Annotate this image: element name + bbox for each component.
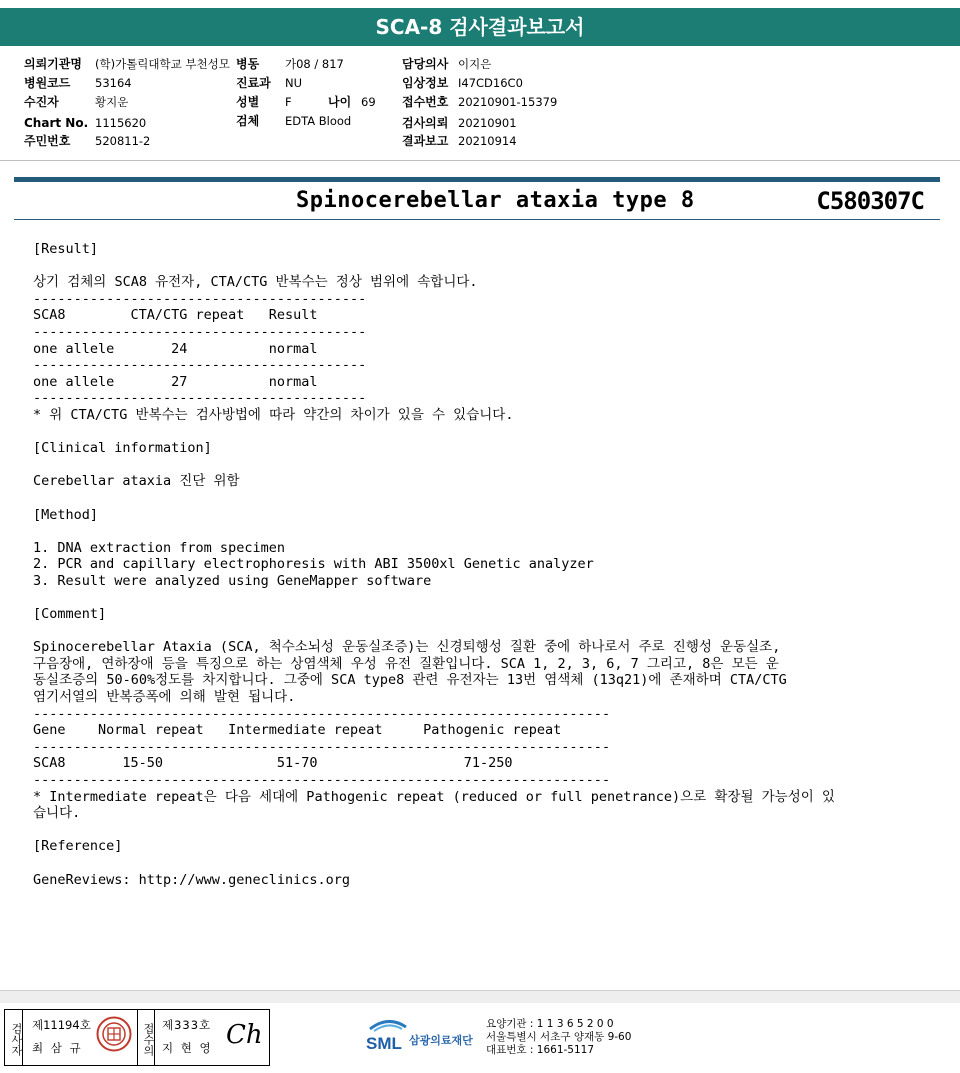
report-line: 3. Result were analyzed using GeneMapper software [33, 572, 432, 589]
report-line: ----------------------------------------- [33, 390, 367, 407]
report-line: ----------------------------------------------------------------------- [33, 738, 611, 755]
report-line [33, 523, 933, 540]
age-value: 69 [361, 95, 376, 109]
report-line: ----------------------------------------- [33, 357, 367, 374]
doctor-label: 담당의사 [402, 57, 449, 71]
report-date-value: 20210914 [458, 134, 517, 148]
logo-text: SML [366, 1034, 402, 1053]
sml-logo-icon [364, 1015, 412, 1055]
collector-label: 수진자 [24, 95, 59, 109]
header-divider [0, 160, 960, 161]
specimen-label: 검체 [236, 114, 260, 128]
signature-mark: Ch [226, 1020, 263, 1050]
report-line [33, 490, 933, 507]
report-line: 염기서열의 반복증폭에 의해 발현 됩니다. [33, 689, 296, 706]
approver-license: 제333호 [162, 1018, 212, 1032]
report-line [33, 855, 933, 872]
org-code: 요양기관 : 1 1 3 6 5 2 0 0 [486, 1018, 614, 1030]
clinical-info-value: I47CD16C0 [458, 76, 523, 90]
org-logo [364, 1015, 473, 1059]
request-value: 20210901 [458, 116, 517, 130]
receipt-value: 20210901-15379 [458, 95, 558, 109]
report-line [33, 589, 933, 606]
report-date-label: 결과보고 [402, 134, 449, 148]
chart-label: Chart No. [24, 116, 89, 130]
footer-divider [0, 990, 960, 1003]
sex-label: 성별 [236, 95, 260, 109]
inspector-label: 검사자 [5, 1010, 23, 1065]
sex-value: F [285, 95, 292, 109]
inspector-name: 최 삼 규 [32, 1041, 83, 1055]
report-line: ----------------------------------------------------------------------- [33, 772, 611, 788]
report-line: Gene Normal repeat Intermediate repeat Pathogenic repeat [33, 722, 562, 739]
clinical-info-label: 임상정보 [402, 76, 449, 90]
test-title: Spinocerebellar ataxia type 8 [296, 188, 695, 213]
report-line: 습니다. [33, 805, 81, 822]
report-line: ----------------------------------------- [33, 290, 367, 307]
report-line: [Comment] [33, 606, 107, 623]
report-line: * 위 CTA/CTG 반복수는 검사방법에 따라 약간의 차이가 있을 수 있습니다. [33, 406, 514, 423]
seal-icon [96, 1016, 132, 1052]
report-line: Cerebellar ataxia 진단 위함 [33, 473, 240, 490]
report-line [33, 822, 933, 839]
request-label: 검사의뢰 [402, 116, 449, 130]
report-title: SCA-8 검사결과보고서 [0, 8, 960, 46]
org-address: 서울특별시 서초구 양재동 9-60 [486, 1031, 632, 1043]
dept-label: 진료과 [236, 76, 271, 90]
report-line: [Result] [33, 241, 99, 257]
test-code: C580307C [816, 187, 924, 215]
ward-value: 가08 / 817 [285, 57, 344, 71]
report-line: ----------------------------------------- [33, 323, 367, 340]
collector-value: 황지운 [95, 95, 129, 109]
report-line [33, 623, 933, 640]
institution-value: (학)가톨릭대학교 부천성모 [95, 57, 230, 71]
report-line: SCA8 15-50 51-70 71-250 [33, 755, 513, 772]
org-phone: 대표번호 : 1661-5117 [486, 1044, 595, 1056]
report-line [33, 258, 933, 275]
report-line [33, 457, 933, 474]
report-line: 동실조증의 50-60%정도를 차지합니다. 그중에 SCA type8 관련 유전자는 13번 염색체 (13q21)에 존재하며 CTA/CTG [33, 672, 787, 689]
section-top-rule [14, 177, 940, 182]
report-line: GeneReviews: http://www.geneclinics.org [33, 871, 350, 888]
ward-label: 병동 [236, 57, 260, 71]
hospital-code-value: 53164 [95, 76, 132, 90]
report-line: ----------------------------------------------------------------------- [33, 705, 611, 722]
report-line: Spinocerebellar Ataxia (SCA, 척수소뇌성 운동실조증)는 신경퇴행성 질환 중에 하나로서 주로 진행성 운동실조, [33, 639, 781, 656]
report-line: 상기 검체의 SCA8 유전자, CTA/CTG 반복수는 정상 범위에 속합니다. [33, 274, 478, 291]
chart-value: 1115620 [95, 116, 147, 130]
hospital-code-label: 병원코드 [24, 76, 71, 90]
report-body [33, 241, 933, 888]
report-line: one allele 24 normal [33, 340, 318, 357]
org-info [486, 1018, 631, 1057]
report-line: 1. DNA extraction from specimen [33, 539, 285, 556]
specimen-value: EDTA Blood [285, 114, 352, 128]
dept-value: NU [285, 76, 303, 90]
inspector-license: 제11194호 [32, 1018, 91, 1032]
report-line: 구음장애, 연하장애 등을 특징으로 하는 상염색체 우성 유전 질환입니다. SCA 1, 2, 3, 6, 7 그리고, 8은 모든 운 [33, 655, 779, 672]
report-line: one allele 27 normal [33, 373, 318, 390]
approver-label: 접수의 [137, 1010, 155, 1065]
approver-name: 지 현 영 [162, 1041, 213, 1055]
report-line: [Method] [33, 506, 99, 523]
resident-value: 520811-2 [95, 134, 151, 148]
resident-label: 주민번호 [24, 134, 71, 148]
report-line: SCA8 CTA/CTG repeat Result [33, 307, 318, 324]
org-name: 삼광의료재단 [409, 1034, 473, 1047]
institution-label: 의뢰기관명 [24, 57, 82, 71]
age-label: 나이 [328, 95, 352, 109]
report-line: [Clinical information] [33, 440, 212, 457]
report-line: * Intermediate repeat은 다음 세대에 Pathogenic repeat (reduced or full penetrance)으로 확장될 가능성이 있 [33, 788, 835, 805]
report-line: [Reference] [33, 838, 123, 855]
report-line: 2. PCR and capillary electrophoresis with ABI 3500xl Genetic analyzer [33, 556, 594, 573]
section-bottom-rule [14, 219, 940, 220]
doctor-value: 이지은 [458, 57, 492, 71]
receipt-label: 접수번호 [402, 95, 449, 109]
report-line [33, 424, 933, 441]
